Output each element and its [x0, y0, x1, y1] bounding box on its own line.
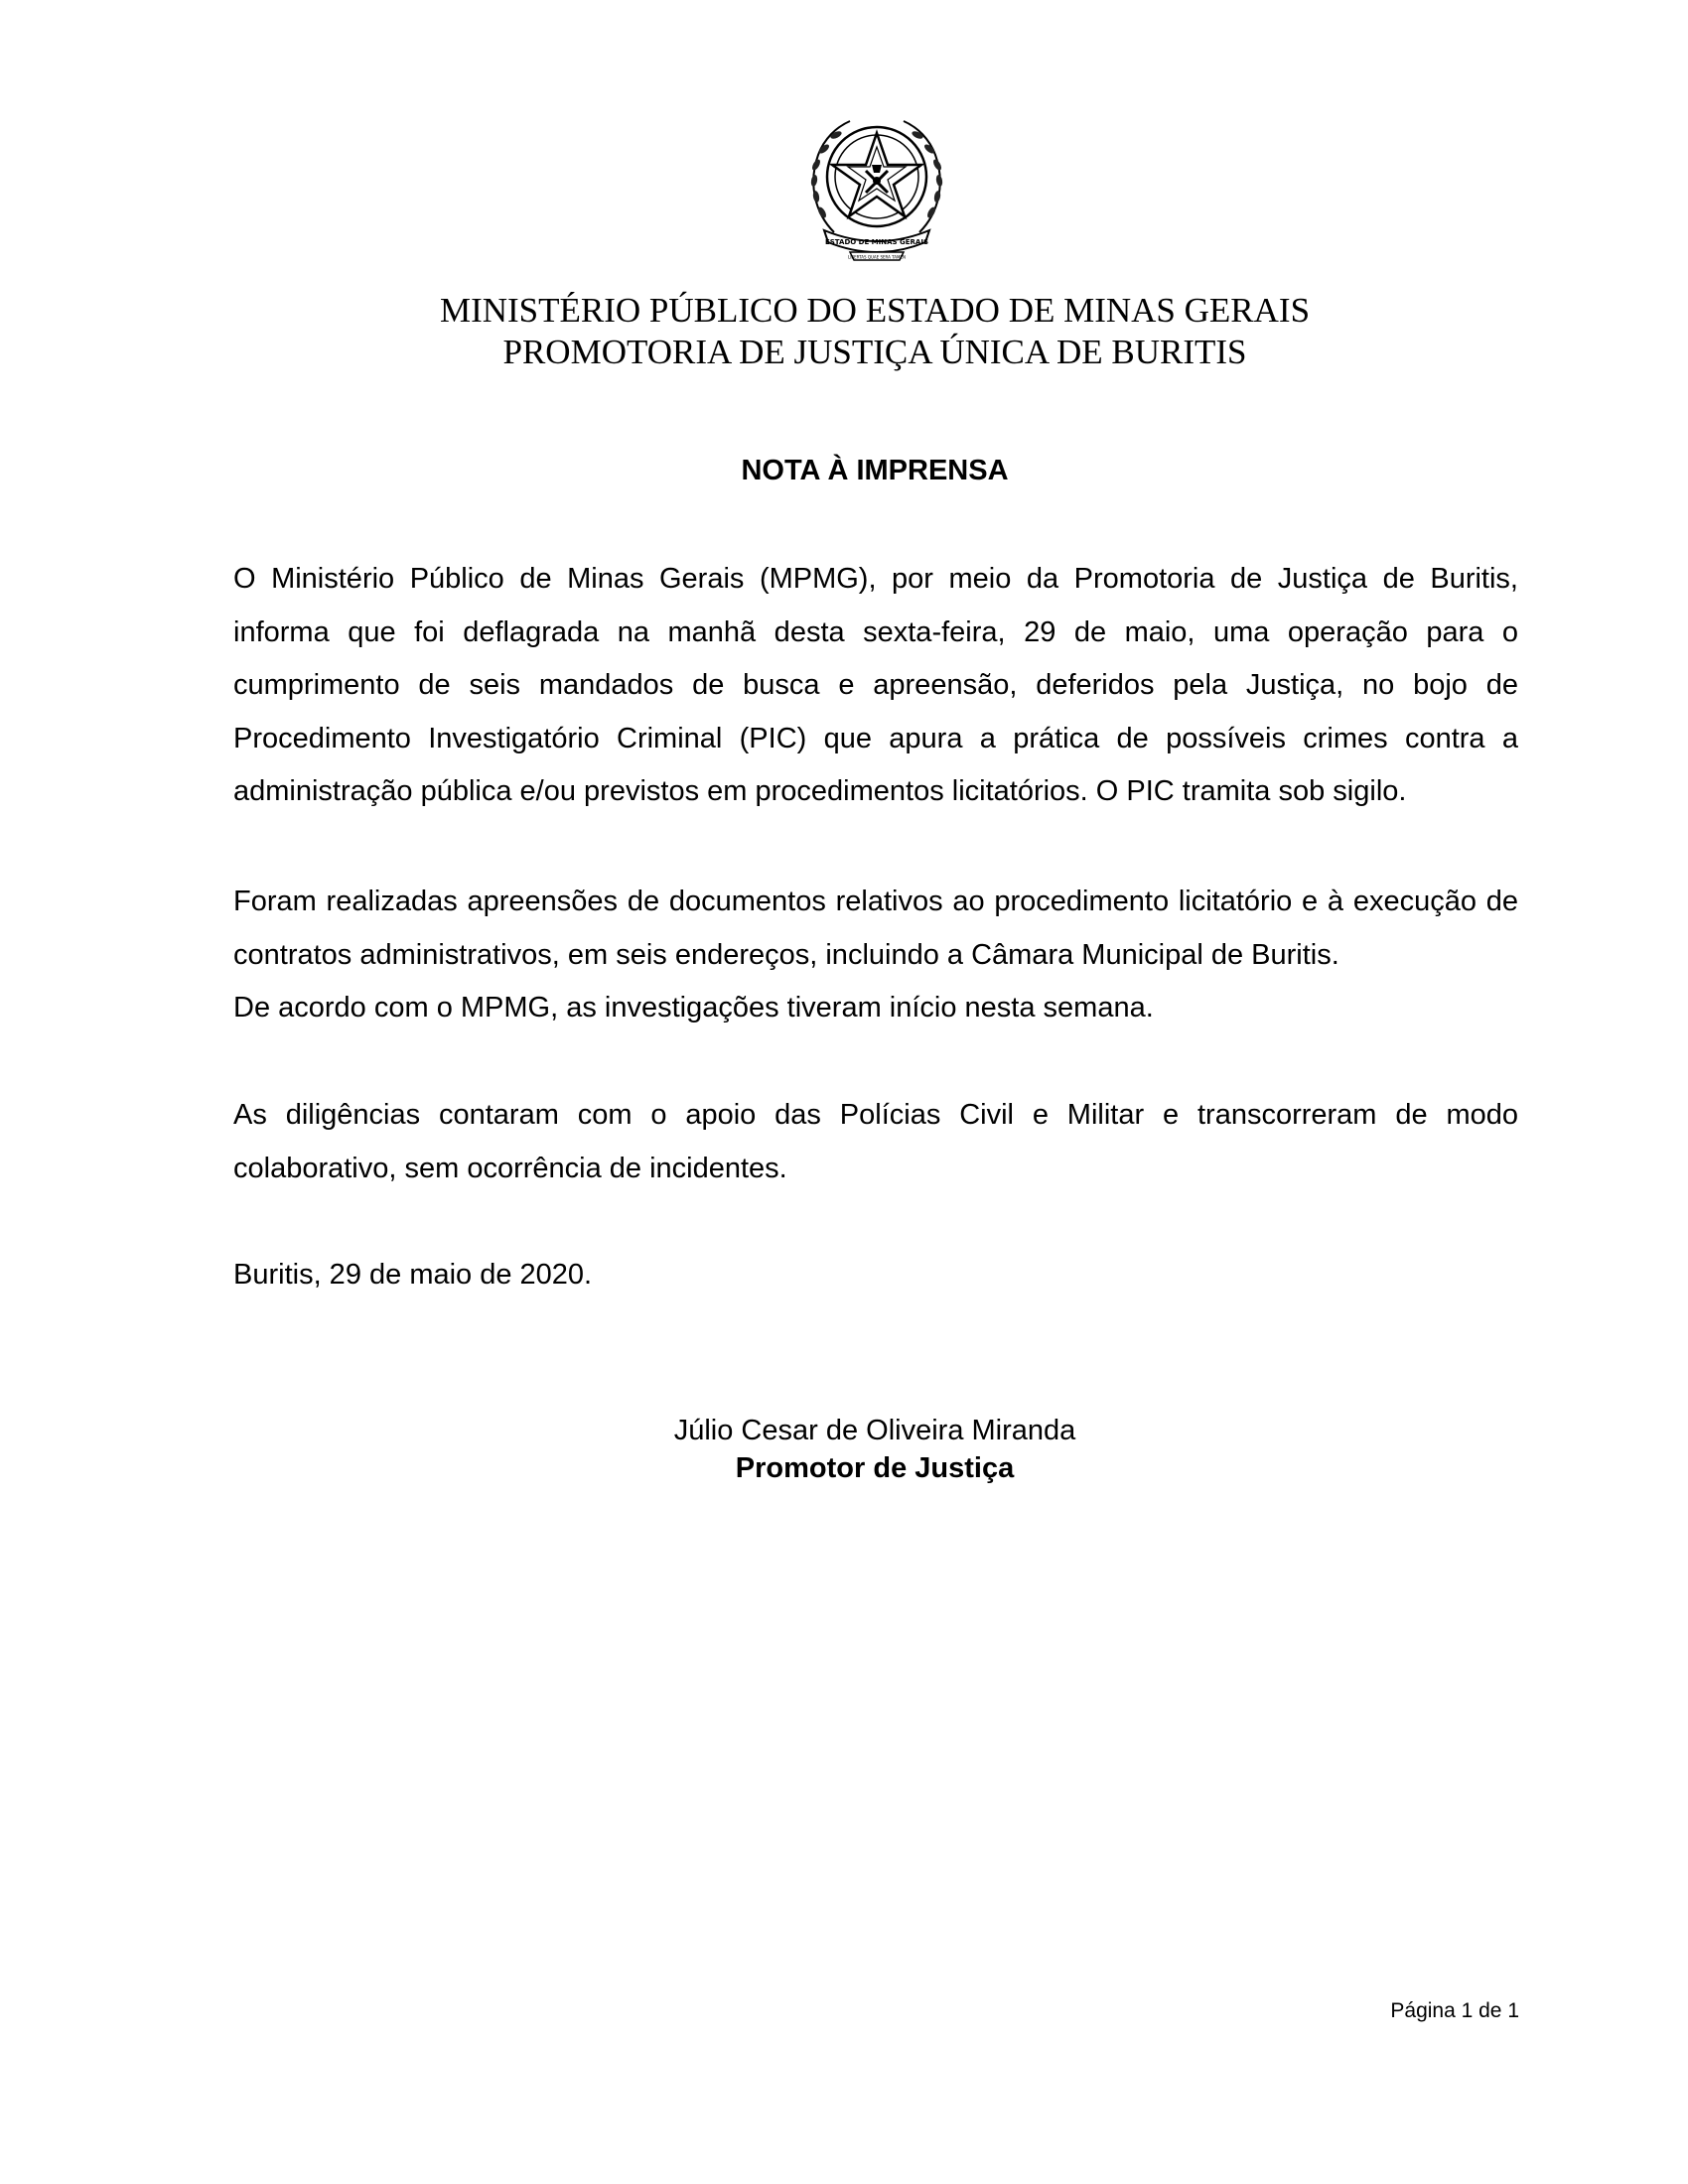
seal-ribbon-text: ESTADO DE MINAS GERAIS	[824, 238, 929, 246]
body-paragraph-2	[233, 876, 1518, 1035]
signatory-name: Júlio Cesar de Oliveira Miranda	[673, 1415, 1076, 1446]
body-paragraph-2-line-2: De acordo com o MPMG, as investigações tiveram início nesta semana.	[233, 992, 1154, 1024]
document-title: NOTA À IMPRENSA	[741, 455, 1009, 486]
institution-name: MINISTÉRIO PÚBLICO DO ESTADO DE MINAS GERAIS	[439, 291, 1311, 330]
place-and-date: Buritis, 29 de maio de 2020.	[233, 1259, 593, 1291]
seal-motto-text: LIBERTAS QUAE SERA TAMEN	[848, 254, 906, 260]
page-number: Página 1 de 1	[1390, 1999, 1519, 2022]
body-paragraph-3: As diligências contaram com o apoio das Polícias Civil e Militar e transcorreram de modo colaborativo, sem ocorrência de incidentes.	[233, 1099, 1518, 1184]
state-coat-of-arms-seal	[794, 103, 959, 264]
body-paragraph-1: O Ministério Público de Minas Gerais (MPMG), por meio da Promotoria de Justiça de Buritis, informa que foi deflagrada na manhã desta sexta-feira, 29 de maio, uma operação para o cumprimento de seis mandados de busca e apreensão, deferidos pela Justiça, no bojo de Procedimento Investigatório Criminal (PIC) que apura a prática de possíveis crimes contra a administração pública e/ou previstos em procedimentos licitatórios. O PIC tramita sob sigilo.	[233, 563, 1518, 807]
office-name: PROMOTORIA DE JUSTIÇA ÚNICA DE BURITIS	[502, 333, 1247, 371]
body-paragraph-2-line-1: Foram realizadas apreensões de documentos relativos ao procedimento licitatório e à execução de contratos administrativos, em seis endereços, incluindo a Câmara Municipal de Buritis.	[233, 886, 1518, 971]
signatory-role: Promotor de Justiça	[735, 1452, 1015, 1484]
